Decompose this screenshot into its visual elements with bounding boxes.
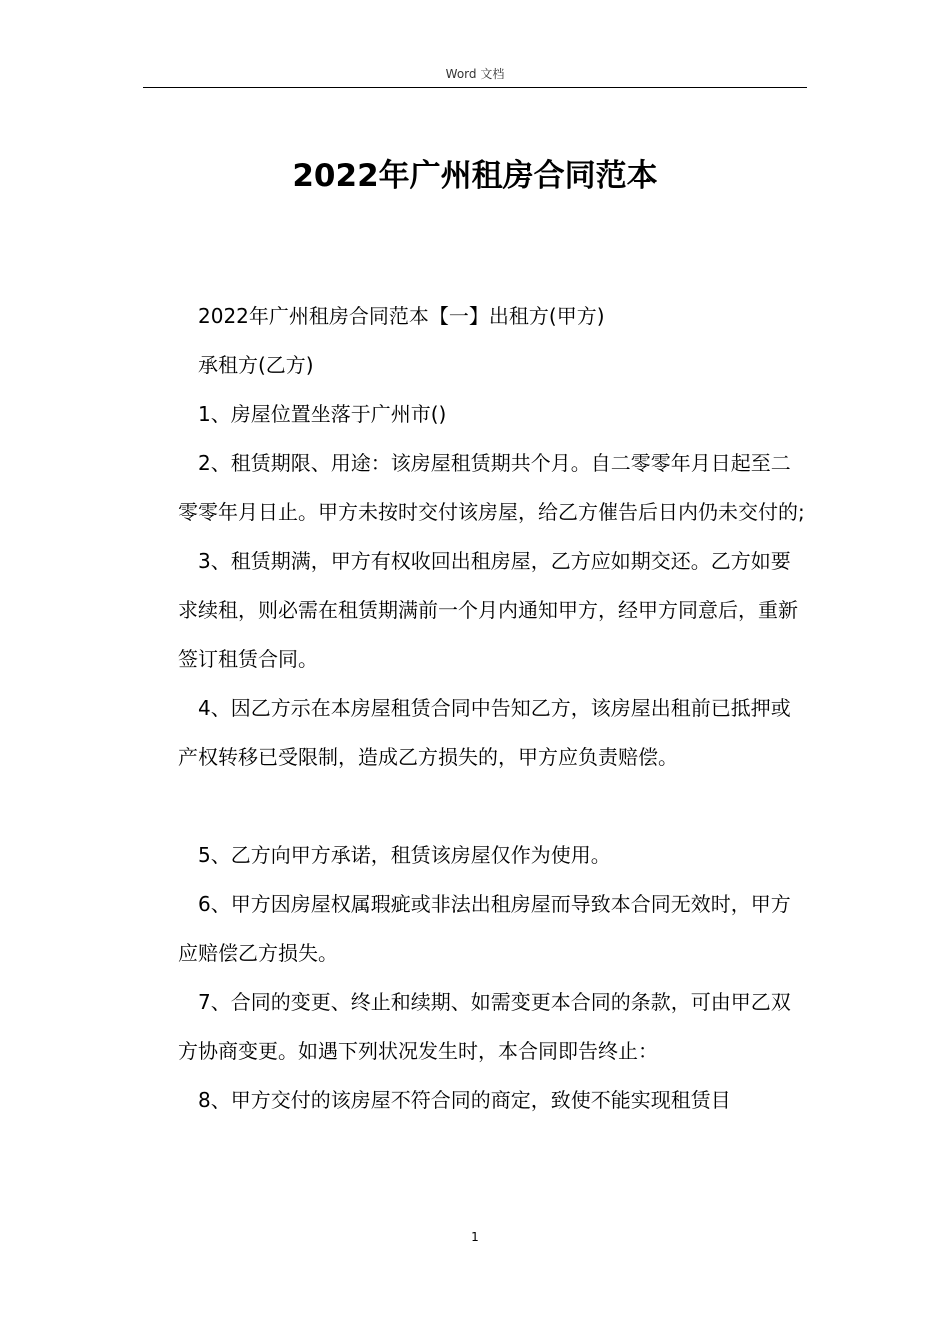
paragraph-clause-7: 7、合同的变更、终止和续期、如需变更本合同的条款，可由甲乙双方协商变更。如遇下列状况发生时，本合同即告终止：	[178, 990, 791, 1063]
paragraph-clause-2: 2、租赁期限、用途：该房屋租赁期共个月。自二零零年月日起至二零零年月日止。甲方未按时交付该房屋，给乙方催告后日内仍未交付的;	[178, 451, 805, 524]
paragraph-clause-8: 8、甲方交付的该房屋不符合同的商定，致使不能实现租赁目	[198, 1088, 731, 1112]
paragraph-intro: 2022年广州租房合同范本【一】出租方(甲方)	[198, 304, 605, 328]
paragraph-clause-4: 4、因乙方示在本房屋租赁合同中告知乙方，该房屋出租前已抵押或产权转移已受限制，造成乙方损失的，甲方应负责赔偿。	[178, 696, 791, 769]
paragraph-clause-6: 6、甲方因房屋权属瑕疵或非法出租房屋而导致本合同无效时，甲方应赔偿乙方损失。	[178, 892, 791, 965]
page-number: 1	[471, 1230, 479, 1244]
paragraph-clause-3: 3、租赁期满，甲方有权收回出租房屋，乙方应如期交还。乙方如要求续租，则必需在租赁期满前一个月内通知甲方，经甲方同意后，重新签订租赁合同。	[178, 549, 798, 671]
document-title: 2022年广州租房合同范本	[292, 158, 658, 194]
paragraph-clause-1: 1、房屋位置坐落于广州市()	[198, 402, 447, 426]
paragraph-lessee: 承租方(乙方)	[198, 353, 314, 377]
page-header: Word 文档	[445, 67, 505, 81]
paragraph-spacer	[178, 782, 808, 831]
document-body	[178, 292, 808, 1125]
header-rule	[143, 87, 807, 88]
paragraph-clause-5: 5、乙方向甲方承诺，租赁该房屋仅作为使用。	[198, 843, 611, 867]
